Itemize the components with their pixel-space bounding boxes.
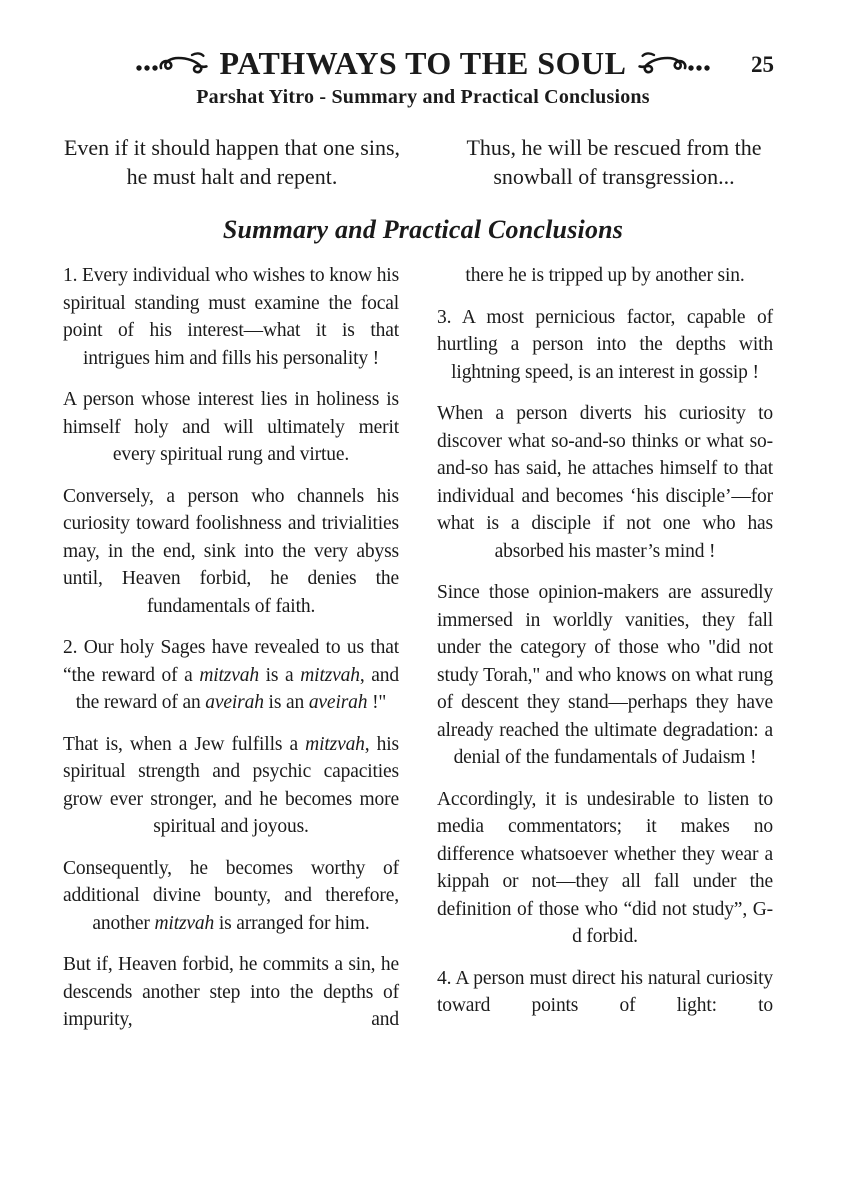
text-run: is a bbox=[258, 664, 301, 686]
pull-quote-right: Thus, he will be rescued from the snowball of transgression... bbox=[466, 135, 762, 190]
text-run: Since those opinion-makers are assuredly immersed in worldly vanities, they fall under the category of those who "did not study Torah," and who knows on what rung of descent they stand—perhaps they have already reached the ultimate degradation: a denial of the fundamentals of Judaism ! bbox=[437, 582, 773, 769]
italic-term: aveirah bbox=[205, 692, 264, 714]
paragraph bbox=[63, 262, 399, 372]
book-title: PATHWAYS TO THE SOUL bbox=[219, 45, 627, 81]
page-header bbox=[0, 0, 846, 109]
page-number: 25 bbox=[751, 52, 774, 77]
body-columns bbox=[63, 262, 773, 1048]
paragraph bbox=[63, 951, 399, 1034]
text-run: But if, Heaven forbid, he commits a sin, he descends another step into the depths of impurity, and bbox=[63, 954, 399, 1031]
text-run: That is, when a Jew fulfills a bbox=[63, 733, 306, 755]
paragraph bbox=[63, 855, 399, 938]
text-run: is arranged for him. bbox=[214, 912, 370, 934]
text-run: is an bbox=[263, 692, 309, 714]
text-run: 4. A person must direct his natural curiosity toward points of light: to bbox=[437, 967, 773, 1017]
text-run: Conversely, a person who channels his curiosity toward foolishness and trivialities may, in the end, sink into the very abyss until, Heaven forbid, he denies the fundamentals of faith. bbox=[63, 485, 399, 617]
paragraph bbox=[437, 400, 773, 565]
pull-quote-left: Even if it should happen that one sins, he must halt and repent. bbox=[63, 135, 401, 190]
paragraph bbox=[437, 262, 773, 290]
text-run: Consequently, he becomes worthy of additional divine bounty, and therefore, another bbox=[63, 857, 399, 934]
text-run: 1. Every individual who wishes to know his spiritual standing must examine the focal point of his interest—what it is that intrigues him and fills his personality ! bbox=[63, 265, 400, 369]
italic-term: mitzvah bbox=[199, 664, 259, 686]
paragraph bbox=[437, 579, 773, 772]
text-run: Accordingly, it is undesirable to listen to media commentators; it makes no difference whatsoever whether they wear a kippah or not—they all fall under the definition of those who “did not study”, G-d forbid. bbox=[437, 788, 773, 948]
paragraph bbox=[63, 634, 399, 717]
text-run: !" bbox=[367, 692, 387, 714]
paragraph bbox=[63, 731, 399, 841]
italic-term: aveirah bbox=[308, 692, 368, 714]
paragraph bbox=[437, 786, 773, 951]
section-heading: Summary and Practical Conclusions bbox=[222, 215, 624, 245]
italic-term: mitzvah bbox=[300, 664, 360, 686]
pull-quote-row bbox=[58, 133, 788, 191]
text-run: there he is tripped up by another sin. bbox=[465, 265, 745, 287]
flourish-right-icon bbox=[630, 50, 712, 78]
paragraph bbox=[437, 304, 773, 387]
text-run: When a person diverts his curiosity to discover what so-and-so thinks or what so-and-so has said, he attaches himself to that individual and becomes ‘his disciple’—for what is a disciple if not one who has absorbed his master’s mind ! bbox=[437, 403, 773, 562]
paragraph bbox=[437, 965, 773, 1020]
column-left bbox=[63, 262, 399, 1048]
title-line bbox=[0, 46, 846, 81]
text-run: , and the reward of an bbox=[75, 664, 399, 714]
page-subtitle: Parshat Yitro - Summary and Practical Conclusions bbox=[196, 86, 650, 109]
text-run: A person whose interest lies in holiness is himself holy and will ultimately merit every spiritual rung and virtue. bbox=[63, 389, 399, 466]
paragraph bbox=[63, 386, 399, 469]
text-run: , his spiritual strength and psychic capacities grow ever stronger, and he becomes more spiritual and joyous. bbox=[63, 733, 399, 838]
column-right bbox=[437, 262, 773, 1048]
text-run: 3. A most pernicious factor, capable of hurtling a person into the depths with lightning speed, is an interest in gossip ! bbox=[437, 306, 773, 383]
flourish-left-icon bbox=[134, 50, 216, 78]
text-run: 2. Our holy Sages have revealed to us that “the reward of a bbox=[63, 637, 399, 686]
italic-term: mitzvah bbox=[305, 733, 365, 755]
paragraph bbox=[63, 483, 399, 621]
italic-term: mitzvah bbox=[154, 912, 215, 934]
